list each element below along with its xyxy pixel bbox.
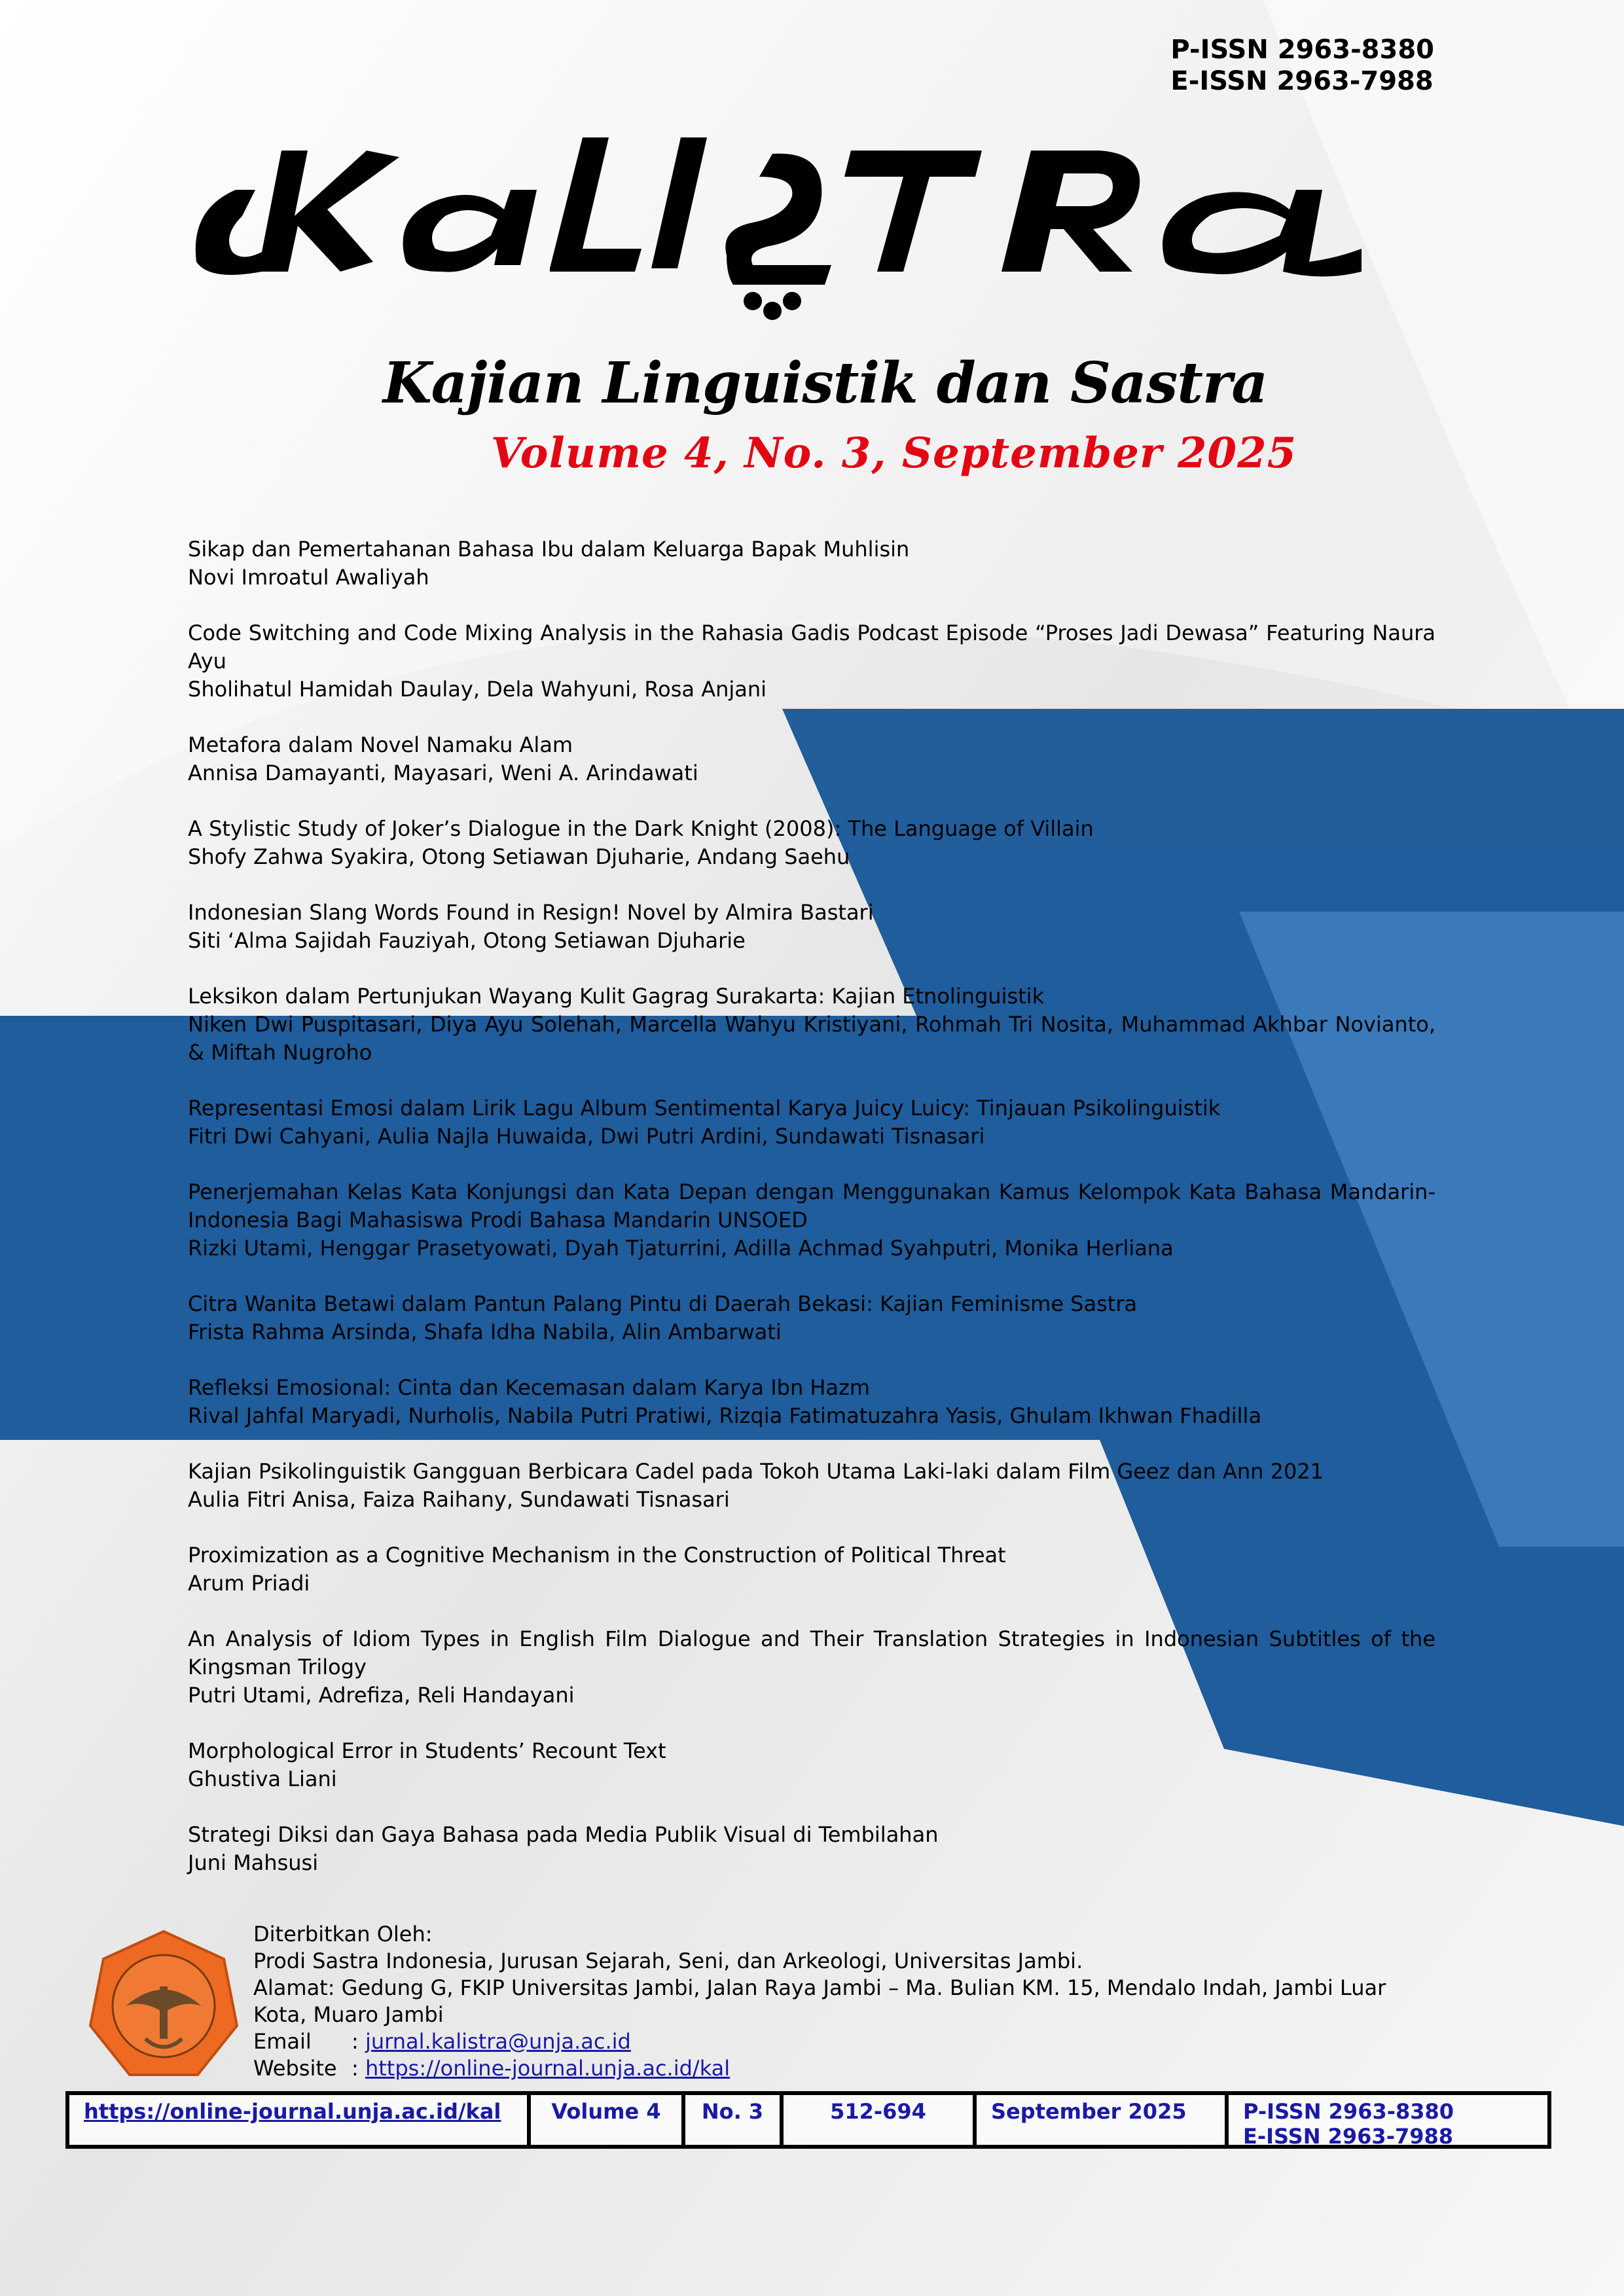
- footer-date: September 2025: [977, 2095, 1229, 2145]
- footer-pages: 512-694: [784, 2095, 977, 2145]
- article-title: Refleksi Emosional: Cinta dan Kecemasan dalam Karya Ibn Hazm: [188, 1375, 871, 1400]
- website-row: [253, 2055, 1445, 2082]
- email-label: Email: [253, 2029, 312, 2054]
- article-title: Leksikon dalam Pertunjukan Wayang Kulit Gagrag Surakarta: Kajian Etnolinguistik: [188, 984, 1045, 1009]
- article-entry: [188, 1737, 1435, 1793]
- website-separator: :: [352, 2056, 365, 2081]
- article-authors: Frista Rahma Arsinda, Shafa Idha Nabila, Alin Ambarwati: [188, 1319, 782, 1344]
- issn-top: [1170, 34, 1434, 97]
- article-entry: [188, 1821, 1435, 1877]
- issn-print: P-ISSN 2963-8380: [1170, 35, 1434, 65]
- article-entry: [188, 982, 1435, 1067]
- article-title: Representasi Emosi dalam Lirik Lagu Album Sentimental Karya Juicy Luicy: Tinjauan Psikolinguistik: [188, 1096, 1221, 1121]
- table-of-contents: [188, 535, 1435, 1905]
- website-label: Website: [253, 2056, 337, 2081]
- university-logo: [86, 1928, 241, 2082]
- article-authors: Annisa Damayanti, Mayasari, Weni A. Arindawati: [188, 761, 698, 785]
- article-authors: Aulia Fitri Anisa, Faiza Raihany, Sundawati Tisnasari: [188, 1487, 730, 1512]
- issn-electronic: E-ISSN 2963-7988: [1170, 66, 1434, 96]
- article-entry: [188, 619, 1435, 704]
- article-title: Penerjemahan Kelas Kata Konjungsi dan Kata Depan dengan Menggunakan Kamus Kelompok Kata Bahasa Mandarin-Indonesia Bagi Mahasiswa Prodi Bahasa Mandarin UNSOED: [188, 1179, 1435, 1232]
- journal-subtitle: Kajian Linguistik dan Sastra: [382, 350, 1268, 416]
- article-authors: Novi Imroatul Awaliyah: [188, 565, 429, 590]
- article-authors: Arum Priadi: [188, 1571, 310, 1596]
- article-entry: [188, 899, 1435, 955]
- article-title: A Stylistic Study of Joker’s Dialogue in the Dark Knight (2008): The Language of Villain: [188, 816, 1094, 841]
- article-entry: [188, 1290, 1435, 1346]
- article-title: Strategi Diksi dan Gaya Bahasa pada Media Publik Visual di Tembilahan: [188, 1822, 939, 1847]
- article-title: Morphological Error in Students’ Recount Text: [188, 1738, 666, 1763]
- article-title: Sikap dan Pemertahanan Bahasa Ibu dalam Keluarga Bapak Muhlisin: [188, 537, 910, 562]
- footer-number: No. 3: [685, 2095, 784, 2145]
- article-entry: [188, 535, 1435, 592]
- article-authors: Siti ‘Alma Sajidah Fauziyah, Otong Setiawan Djuharie: [188, 928, 746, 953]
- publisher-heading: Diterbitkan Oleh:: [253, 1922, 433, 1946]
- article-authors: Rival Jahfal Maryadi, Nurholis, Nabila Putri Pratiwi, Rizqia Fatimatuzahra Yasis, Ghulam Ikhwan Fhadilla: [188, 1403, 1262, 1428]
- footer-issn-print: P-ISSN 2963-8380: [1243, 2099, 1454, 2124]
- article-authors: Ghustiva Liani: [188, 1767, 337, 1791]
- article-entry: [188, 815, 1435, 871]
- article-authors: Fitri Dwi Cahyani, Aulia Najla Huwaida, Dwi Putri Ardini, Sundawati Tisnasari: [188, 1124, 985, 1149]
- volume-issue-line: Volume 4, No. 3, September 2025: [491, 429, 1297, 478]
- article-authors: Rizki Utami, Henggar Prasetyowati, Dyah Tjaturrini, Adilla Achmad Syahputri, Monika Herliana: [188, 1236, 1174, 1261]
- article-title: Indonesian Slang Words Found in Resign! Novel by Almira Bastari: [188, 900, 874, 925]
- email-link[interactable]: jurnal.kalistra@unja.ac.id: [365, 2029, 631, 2054]
- article-title: Kajian Psikolinguistik Gangguan Berbicara Cadel pada Tokoh Utama Laki-laki dalam Film Geez dan Ann 2021: [188, 1459, 1324, 1484]
- publisher-address: Alamat: Gedung G, FKIP Universitas Jambi, Jalan Raya Jambi – Ma. Bulian KM. 15, Mendalo Indah, Jambi Luar Kota, Muaro Jambi: [253, 1975, 1386, 2027]
- article-entry: [188, 1458, 1435, 1514]
- article-authors: Shofy Zahwa Syakira, Otong Setiawan Djuharie, Andang Saehu: [188, 844, 850, 869]
- article-title: An Analysis of Idiom Types in English Film Dialogue and Their Translation Strategies in Indonesian Subtitles of the Kingsman Trilogy: [188, 1626, 1435, 1679]
- publisher-info: [253, 1921, 1445, 2082]
- article-entry: [188, 1541, 1435, 1598]
- article-authors: Sholihatul Hamidah Daulay, Dela Wahyuni, Rosa Anjani: [188, 677, 767, 702]
- article-entry: [188, 731, 1435, 787]
- footer-url-link[interactable]: https://online-journal.unja.ac.id/kal: [69, 2095, 531, 2145]
- email-separator: :: [352, 2029, 365, 2054]
- publisher-name: Prodi Sastra Indonesia, Jurusan Sejarah, Seni, dan Arkeologi, Universitas Jambi.: [253, 1948, 1083, 1973]
- article-title: Proximization as a Cognitive Mechanism in the Construction of Political Threat: [188, 1543, 1006, 1568]
- footer-volume: Volume 4: [531, 2095, 685, 2145]
- footer-issn-electronic: E-ISSN 2963-7988: [1243, 2124, 1454, 2149]
- article-title: Metafora dalam Novel Namaku Alam: [188, 732, 573, 757]
- kalistra-wordmark: [183, 111, 1427, 334]
- article-entry: [188, 1625, 1435, 1710]
- article-entry: [188, 1374, 1435, 1430]
- article-authors: Niken Dwi Puspitasari, Diya Ayu Solehah, Marcella Wahyu Kristiyani, Rohmah Tri Nosita, Muhammad Akhbar Novianto, & Miftah Nugroho: [188, 1012, 1435, 1065]
- article-entry: [188, 1094, 1435, 1151]
- article-title: Citra Wanita Betawi dalam Pantun Palang Pintu di Daerah Bekasi: Kajian Feminisme Sastra: [188, 1291, 1138, 1316]
- article-entry: [188, 1178, 1435, 1263]
- article-title: Code Switching and Code Mixing Analysis in the Rahasia Gadis Podcast Episode “Proses Jadi Dewasa” Featuring Naura Ayu: [188, 620, 1435, 673]
- article-authors: Juni Mahsusi: [188, 1850, 319, 1875]
- article-authors: Putri Utami, Adrefiza, Reli Handayani: [188, 1683, 575, 1708]
- email-row: [253, 2028, 1445, 2055]
- website-link[interactable]: https://online-journal.unja.ac.id/kal: [365, 2056, 731, 2081]
- footer-info-bar: [65, 2091, 1551, 2149]
- footer-issn: [1229, 2095, 1547, 2149]
